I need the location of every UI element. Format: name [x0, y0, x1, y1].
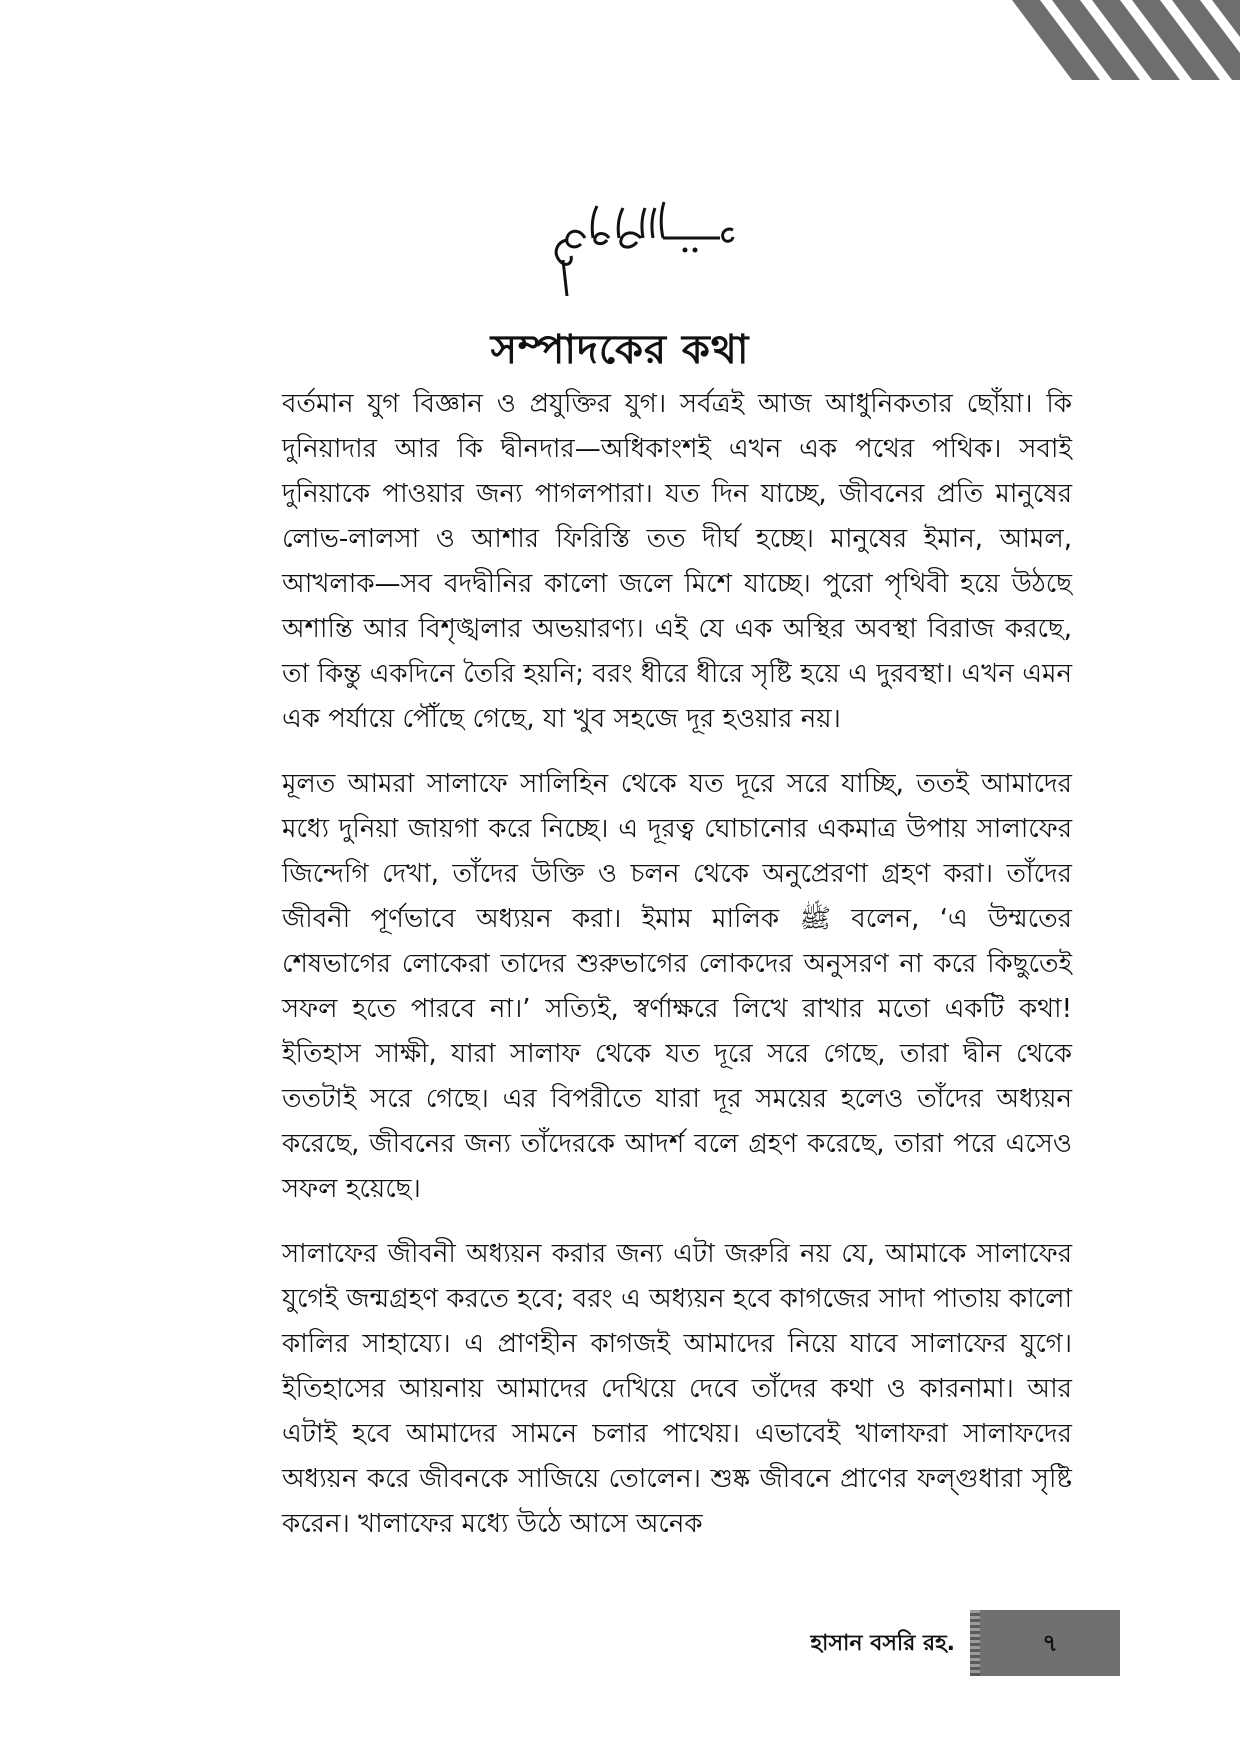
body-text	[282, 382, 1072, 1567]
paragraph-1: বর্তমান যুগ বিজ্ঞান ও প্রযুক্তির যুগ। সর্বত্রই আজ আধুনিকতার ছোঁয়া। কি দুনিয়াদার আর কি দ্বীনদার—অধিকাংশই এখন এক পথের পথিক। সবাই দুনিয়াকে পাওয়ার জন্য পাগলপারা। যত দিন যাচ্ছে, জীবনের প্রতি মানুষের লোভ-লালসা ও আশার ফিরিস্তি তত দীর্ঘ হচ্ছে। মানুষের ইমান, আমল, আখলাক—সব বদদ্বীনির কালো জলে মিশে যাচ্ছে। পুরো পৃথিবী হয়ে উঠছে অশান্তি আর বিশৃঙ্খলার অভয়ারণ্য। এই যে এক অস্থির অবস্থা বিরাজ করছে, তা কিন্তু একদিনে তৈরি হয়নি; বরং ধীরে ধীরে সৃষ্টি হয়ে এ দুরবস্থা। এখন এমন এক পর্যায়ে পৌঁছে গেছে, যা খুব সহজে দূর হওয়ার নয়।	[282, 389, 1072, 734]
paragraph-3: সালাফের জীবনী অধ্যয়ন করার জন্য এটা জরুরি নয় যে, আমাকে সালাফের যুগেই জন্মগ্রহণ করতে হবে; বরং এ অধ্যয়ন হবে কাগজের সাদা পাতায় কালো কালির সাহায্যে। এ প্রাণহীন কাগজই আমাদের নিয়ে যাবে সালাফের যুগে। ইতিহাসের আয়নায় আমাদের দেখিয়ে দেবে তাঁদের কথা ও কারনামা। আর এটাই হবে আমাদের সামনে চলার পাথেয়। এভাবেই খালাফরা সালাফদের অধ্যয়ন করে জীবনকে সাজিয়ে তোলেন। শুষ্ক জীবনে প্রাণের ফল্গুধারা সৃষ্টি করেন। খালাফের মধ্যে উঠে আসে অনেক	[282, 1239, 1072, 1539]
page-number: ৭	[1042, 1629, 1058, 1657]
corner-stripes-decoration	[1000, 0, 1240, 80]
footer-tab-edge	[970, 1610, 980, 1676]
bismillah-calligraphy	[545, 192, 745, 302]
footer-page-tab	[970, 1610, 1120, 1676]
footer-book-title: হাসান বসরি রহ.	[810, 1631, 955, 1656]
chapter-title: সম্পাদকের কথা	[490, 327, 750, 373]
paragraph-2: মূলত আমরা সালাফে সালিহিন থেকে যত দূরে সরে যাচ্ছি, ততই আমাদের মধ্যে দুনিয়া জায়গা করে নিচ্ছে। এ দূরত্ব ঘোচানোর একমাত্র উপায় সালাফের জিন্দেগি দেখা, তাঁদের উক্তি ও চলন থেকে অনুপ্রেরণা গ্রহণ করা। তাঁদের জীবনী পূর্ণভাবে অধ্যয়ন করা। ইমাম মালিক ﷺ বলেন, ‘এ উম্মতের শেষভাগের লোকেরা তাদের শুরুভাগের লোকদের অনুসরণ না করে কিছুতেই সফল হতে পারবে না।’ সত্যিই, স্বর্ণাক্ষরে লিখে রাখার মতো একটি কথা! ইতিহাস সাক্ষী, যারা সালাফ থেকে যত দূরে সরে গেছে, তারা দ্বীন থেকে ততটাই সরে গেছে। এর বিপরীতে যারা দূর সময়ের হলেও তাঁদের অধ্যয়ন করেছে, জীবনের জন্য তাঁদেরকে আদর্শ বলে গ্রহণ করেছে, তারা পরে এসেও সফল হয়েছে।	[282, 769, 1072, 1204]
